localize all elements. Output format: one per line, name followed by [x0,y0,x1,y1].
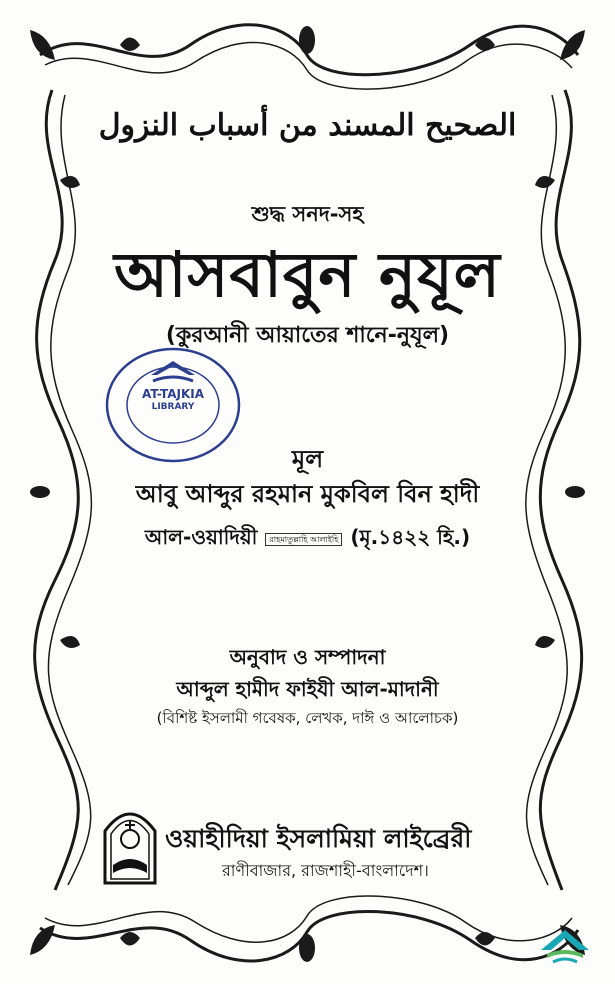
author-death-year: (মৃ.১৪২২ হি.) [350,525,471,549]
author-nisba: আল-ওয়াদিয়ী [144,525,258,549]
watermark-logo [535,924,595,968]
honorific-badge: রাহমাতুল্লাহি আলাইহি [265,533,342,546]
publisher-logo [101,803,159,887]
translation-label: অনুবাদ ও সম্পাদনা [229,645,386,669]
title-parenthetical: (কুরআনী আয়াতের শানে-নুযূল) [165,323,450,348]
publisher-name: ওয়াহীদিয়া ইসলামিয়া লাইব্রেরী [165,824,472,853]
stamp-library-name: AT-TAJKIA [141,387,205,401]
book-title: আসবাবুন নুযূল [114,238,501,311]
original-label: মূল [291,445,324,473]
publisher-address: রাণীবাজার, রাজশাহী-বাংলাদেশ। [222,861,429,880]
translator-name: আব্দুল হামীদ ফাইযী আল-মাদানী [176,677,439,701]
translator-description: (বিশিষ্ট ইসলামী গবেষক, লেখক, দাঈ ও আলোচক) [156,709,459,727]
triangle-logo-icon [535,924,595,968]
subtitle: শুদ্ধ সনদ-সহ [251,202,364,226]
arabic-title: الصحيح المسند من أسباب النزول [98,108,517,143]
author-line-1: আবু আব্দুর রহমান মুকবিল বিন হাদী [135,480,480,508]
author-line-2 [0,523,615,556]
book-icon [151,361,195,375]
stamp-library-sub: LIBRARY [151,402,195,412]
publisher-emblem-icon [101,803,159,887]
